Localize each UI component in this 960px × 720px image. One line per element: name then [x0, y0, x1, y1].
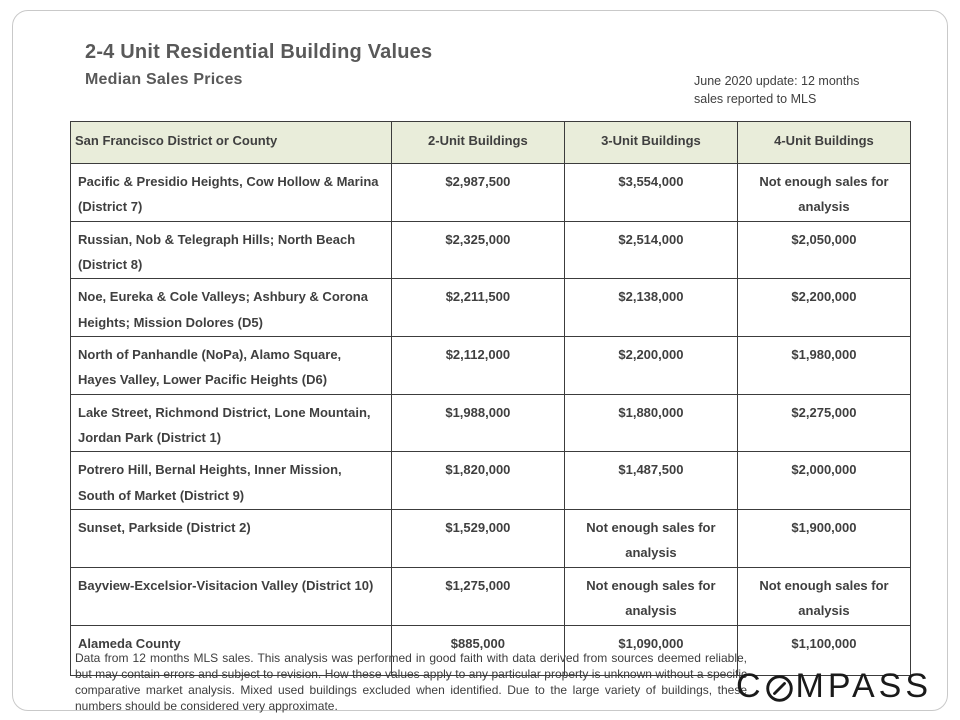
column-header-4unit: 4-Unit Buildings: [737, 122, 910, 164]
table-header-row: [71, 122, 911, 164]
compass-logo-prefix: C: [735, 666, 765, 705]
median-prices-table: [70, 121, 911, 676]
update-note-line2: sales reported to MLS: [694, 92, 817, 107]
value-3unit: $1,880,000: [564, 394, 737, 452]
value-3unit: $1,090,000: [564, 625, 737, 675]
district-cell: North of Panhandle (NoPa), Alamo Square, Hayes Valley, Lower Pacific Heights (D6): [71, 337, 392, 395]
table-row: [71, 221, 911, 279]
value-3unit: $1,487,500: [564, 452, 737, 510]
value-2unit: $2,325,000: [391, 221, 564, 279]
report-card: [12, 10, 948, 711]
table-row: [71, 164, 911, 222]
value-2unit: $1,820,000: [391, 452, 564, 510]
table-row: [71, 452, 911, 510]
column-header-3unit: 3-Unit Buildings: [564, 122, 737, 164]
value-3unit: $3,554,000: [564, 164, 737, 222]
value-2unit: $2,112,000: [391, 337, 564, 395]
value-4unit: $1,980,000: [737, 337, 910, 395]
value-3unit: $2,138,000: [564, 279, 737, 337]
district-cell: Sunset, Parkside (District 2): [71, 510, 392, 568]
value-4unit: $2,200,000: [737, 279, 910, 337]
value-3unit: $2,200,000: [564, 337, 737, 395]
value-4unit: $2,000,000: [737, 452, 910, 510]
page-title: 2-4 Unit Residential Building Values: [85, 41, 433, 63]
table-row: [71, 279, 911, 337]
district-cell: Bayview-Excelsior-Visitacion Valley (District 10): [71, 567, 392, 625]
table-row: [71, 567, 911, 625]
value-4unit: Not enough sales for analysis: [737, 164, 910, 222]
compass-o-icon: [765, 673, 794, 702]
value-3unit: Not enough sales for analysis: [564, 567, 737, 625]
district-cell: Pacific & Presidio Heights, Cow Hollow & Marina (District 7): [71, 164, 392, 222]
value-3unit: Not enough sales for analysis: [564, 510, 737, 568]
value-4unit: $1,100,000: [737, 625, 910, 675]
district-cell: Noe, Eureka & Cole Valleys; Ashbury & Corona Heights; Mission Dolores (D5): [71, 279, 392, 337]
update-note-line1: June 2020 update: 12 months: [694, 74, 860, 88]
value-4unit: Not enough sales for analysis: [737, 567, 910, 625]
value-3unit: $2,514,000: [564, 221, 737, 279]
table-row: [71, 510, 911, 568]
value-2unit: $2,987,500: [391, 164, 564, 222]
district-cell: Potrero Hill, Bernal Heights, Inner Mission, South of Market (District 9): [71, 452, 392, 510]
value-4unit: $2,275,000: [737, 394, 910, 452]
value-4unit: $1,900,000: [737, 510, 910, 568]
district-cell: Russian, Nob & Telegraph Hills; North Beach (District 8): [71, 221, 392, 279]
column-header-2unit: 2-Unit Buildings: [391, 122, 564, 164]
table-row: [71, 337, 911, 395]
value-2unit: $1,275,000: [391, 567, 564, 625]
value-2unit: $2,211,500: [391, 279, 564, 337]
table-row: [71, 394, 911, 452]
disclaimer-text: Data from 12 months MLS sales. This analysis was performed in good faith with data derived from sources deemed reliable, but may contain errors and subject to revision. How these values apply to any particular property is unknown without a specific comparative market analysis. Mixed used buildings excluded when identified. Due to the large variety of buildings, these numbers should be considered very approximate.: [75, 651, 747, 713]
compass-logo-suffix: MPASS: [795, 666, 933, 705]
value-2unit: $1,988,000: [391, 394, 564, 452]
compass-logo: [735, 666, 933, 706]
district-cell: Lake Street, Richmond District, Lone Mountain, Jordan Park (District 1): [71, 394, 392, 452]
page-subtitle: Median Sales Prices: [85, 71, 243, 88]
value-2unit: $885,000: [391, 625, 564, 675]
district-cell: Alameda County: [71, 625, 392, 675]
value-2unit: $1,529,000: [391, 510, 564, 568]
column-header-district: San Francisco District or County: [71, 122, 392, 164]
value-4unit: $2,050,000: [737, 221, 910, 279]
update-note: [694, 72, 934, 108]
